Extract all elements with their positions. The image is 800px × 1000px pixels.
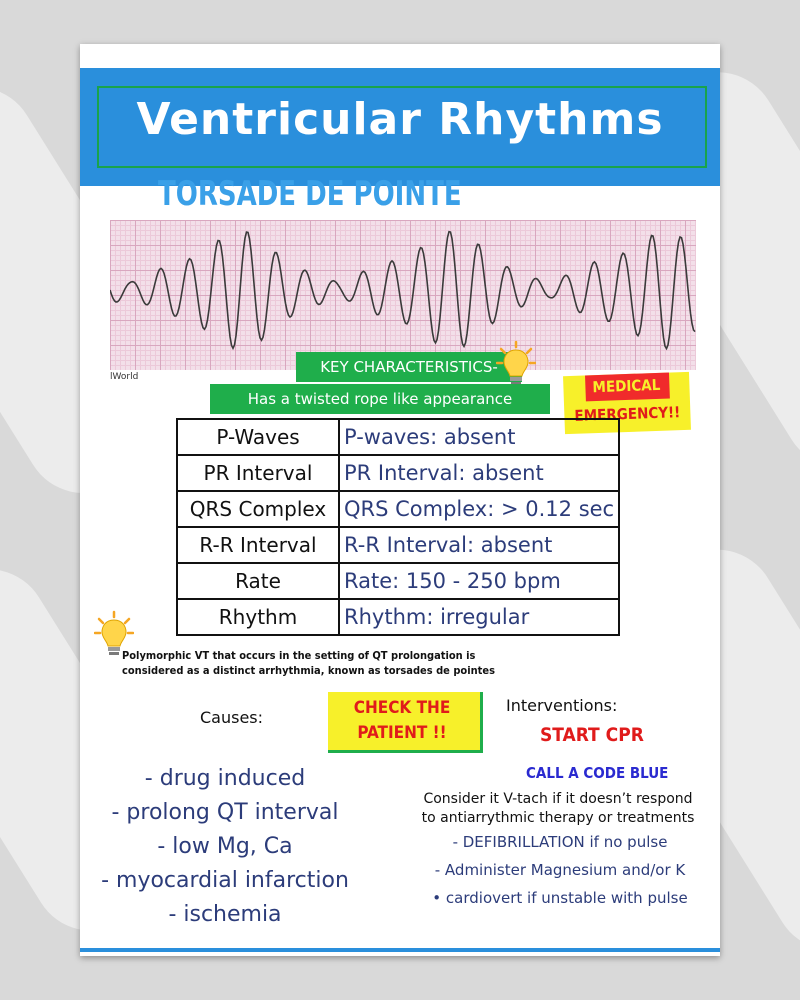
list-item: - Administer Magnesium and/or K <box>434 861 686 879</box>
row-label: R-R Interval <box>177 527 339 563</box>
table-row <box>177 455 619 491</box>
row-label: Rate <box>177 563 339 599</box>
ecg-strip <box>110 220 696 370</box>
row-label: Rhythm <box>177 599 339 635</box>
list-item: - drug induced <box>144 766 306 791</box>
list-item: • cardiovert if unstable with pulse <box>432 889 688 907</box>
start-cpr-text: START CPR <box>540 724 644 746</box>
code-blue-text: CALL A CODE BLUE <box>526 764 669 782</box>
row-value: QRS Complex: > 0.12 sec <box>339 491 619 527</box>
check-patient-text <box>342 696 462 746</box>
check-patient-badge <box>328 692 483 753</box>
list-item: - prolong QT interval <box>111 800 339 825</box>
check-line-2: PATIENT !! <box>357 723 447 743</box>
table-row <box>177 527 619 563</box>
badge-line-2: EMERGENCY!! <box>574 403 681 425</box>
consider-text <box>398 790 718 828</box>
causes-heading: Causes: <box>200 708 264 727</box>
row-value: Rate: 150 - 250 bpm <box>339 563 619 599</box>
list-item: - ischemia <box>168 902 282 927</box>
image-credit: lWorld <box>110 372 139 382</box>
interventions-list <box>420 834 700 918</box>
row-value: Rhythm: irregular <box>339 599 619 635</box>
characteristics-table <box>176 418 620 636</box>
study-sheet <box>80 44 720 956</box>
title-banner <box>80 68 720 186</box>
note-line-1: Polymorphic VT that occurs in the setting of QT prolongation is <box>122 649 476 662</box>
ecg-waveform <box>110 220 696 370</box>
page-title: Ventricular Rhythms <box>136 94 664 145</box>
row-value: R-R Interval: absent <box>339 527 619 563</box>
causes-list <box>80 762 370 932</box>
note-line-2: considered as a distinct arrhythmia, known as torsades de pointes <box>122 664 496 677</box>
row-label: QRS Complex <box>177 491 339 527</box>
table-row <box>177 491 619 527</box>
rhythm-name: TORSADE DE POINTE <box>158 174 462 214</box>
check-line-1: CHECK THE <box>353 698 451 718</box>
note-text <box>122 648 495 678</box>
key-characteristics-description: Has a twisted rope like appearance <box>210 384 550 414</box>
row-value: P-waves: absent <box>339 419 619 455</box>
list-item: - low Mg, Ca <box>157 834 293 859</box>
table-row <box>177 563 619 599</box>
row-value: PR Interval: absent <box>339 455 619 491</box>
badge-line-1: MEDICAL <box>592 375 661 397</box>
consider-line-2: to antiarrythmic therapy or treatments <box>421 810 695 826</box>
list-item: - DEFIBRILLATION if no pulse <box>452 833 668 851</box>
row-label: P-Waves <box>177 419 339 455</box>
list-item: - myocardial infarction <box>101 868 349 893</box>
table-row <box>177 599 619 635</box>
consider-line-1: Consider it V-tach if it doesn’t respond <box>423 791 693 807</box>
interventions-heading: Interventions: <box>506 696 618 715</box>
row-label: PR Interval <box>177 455 339 491</box>
key-characteristics-heading: KEY CHARACTERISTICS- <box>296 352 522 382</box>
bottom-rule <box>80 948 720 952</box>
lightbulb-icon <box>496 340 536 388</box>
table-row <box>177 419 619 455</box>
